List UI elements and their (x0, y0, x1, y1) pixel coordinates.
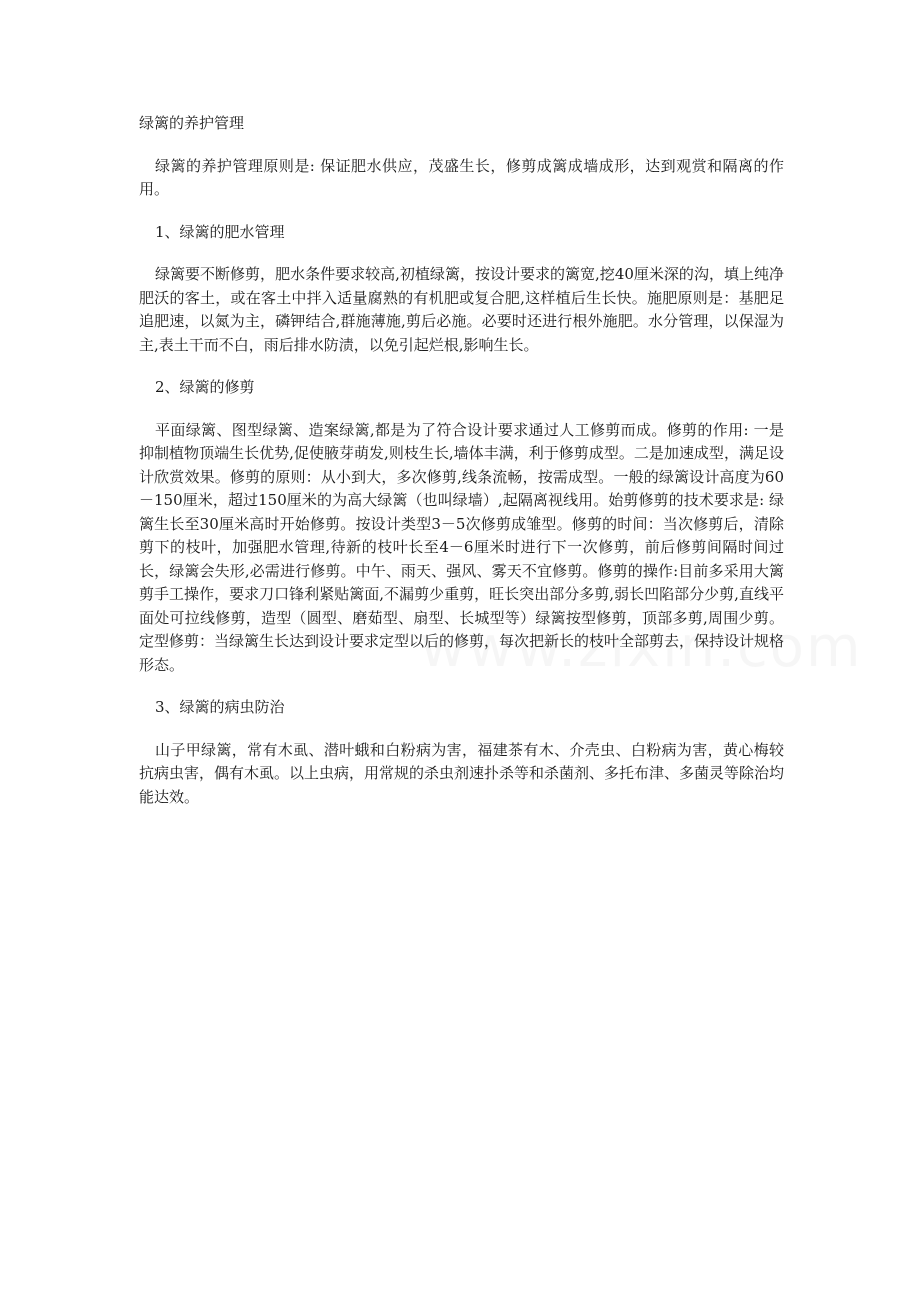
document-page (139, 112, 784, 828)
intro-paragraph: 绿篱的养护管理原则是: 保证肥水供应，茂盛生长，修剪成篱成墙成形，达到观赏和隔离的作用。 (139, 156, 784, 198)
section-heading-pruning: 2、绿篱的修剪 (155, 378, 255, 396)
section-body-pest-control: 山子甲绿篱，常有木虱、潜叶蛾和白粉病为害，福建茶有木、介壳虫、白粉病为害，黄心梅较抗病虫害，偶有木虱。以上虫病，用常规的杀虫剂速扑杀等和杀菌剂、多托布津、多菌灵等除治均能达效。 (139, 740, 785, 806)
section-heading-pest-control: 3、绿篱的病虫防治 (155, 698, 285, 716)
document-title: 绿篱的养护管理 (139, 114, 245, 132)
section-heading-fertilizer-water: 1、绿篱的肥水管理 (155, 222, 285, 241)
section-body-fertilizer-water: 绿篱要不断修剪，肥水条件要求较高,初植绿篱，按设计要求的篱宽,挖40厘米深的沟，填上纯净肥沃的客土，或在客土中拌入适量腐熟的有机肥或复合肥,这样植后生长快。施肥原则是：基肥足追肥速，以氮为主，磷钾结合,群施薄施,剪后必施。必要时还进行根外施肥。水分管理，以保湿为主,表土干而不白，雨后排水防渍，以免引起烂根,影响生长。 (139, 265, 784, 354)
section-body-pruning: 平面绿篱、图型绿篱、造案绿篱,都是为了符合设计要求通过人工修剪而成。修剪的作用: 一是抑制植物顶端生长优势,促使腋芽萌发,则枝生长,墙体丰满，利于修剪成型。二是加速成型，满足设计欣赏效果。修剪的原则：从小到大，多次修剪,线条流畅，按需成型。一般的绿篱设计高度为60－150厘米，超过150厘米的为高大绿篱（也叫绿墙）,起隔离视线用。始剪修剪的技术要求是: 绿篱生长至30厘米高时开始修剪。按设计类型3－5次修剪成雏型。修剪的时间：当次修剪后，清除剪下的枝叶，加强肥水管理,待新的枝叶长至4－6厘米时进行下一次修剪，前后修剪间隔时间过长，绿篱会失形,必需进行修剪。中午、雨天、强风、雾天不宜修剪。修剪的操作:目前多采用大篱剪手工操作，要求刀口锋利紧贴篱面,不漏剪少重剪，旺长突出部分多剪,弱长凹陷部分少剪,直线平面处可拉线修剪，造型（圆型、磨茹型、扇型、长城型等）绿篱按型修剪，顶部多剪,周围少剪。定型修剪：当绿篱生长达到设计要求定型以后的修剪，每次把新长的枝叶全部剪去，保持设计规格形态。 (139, 420, 785, 674)
